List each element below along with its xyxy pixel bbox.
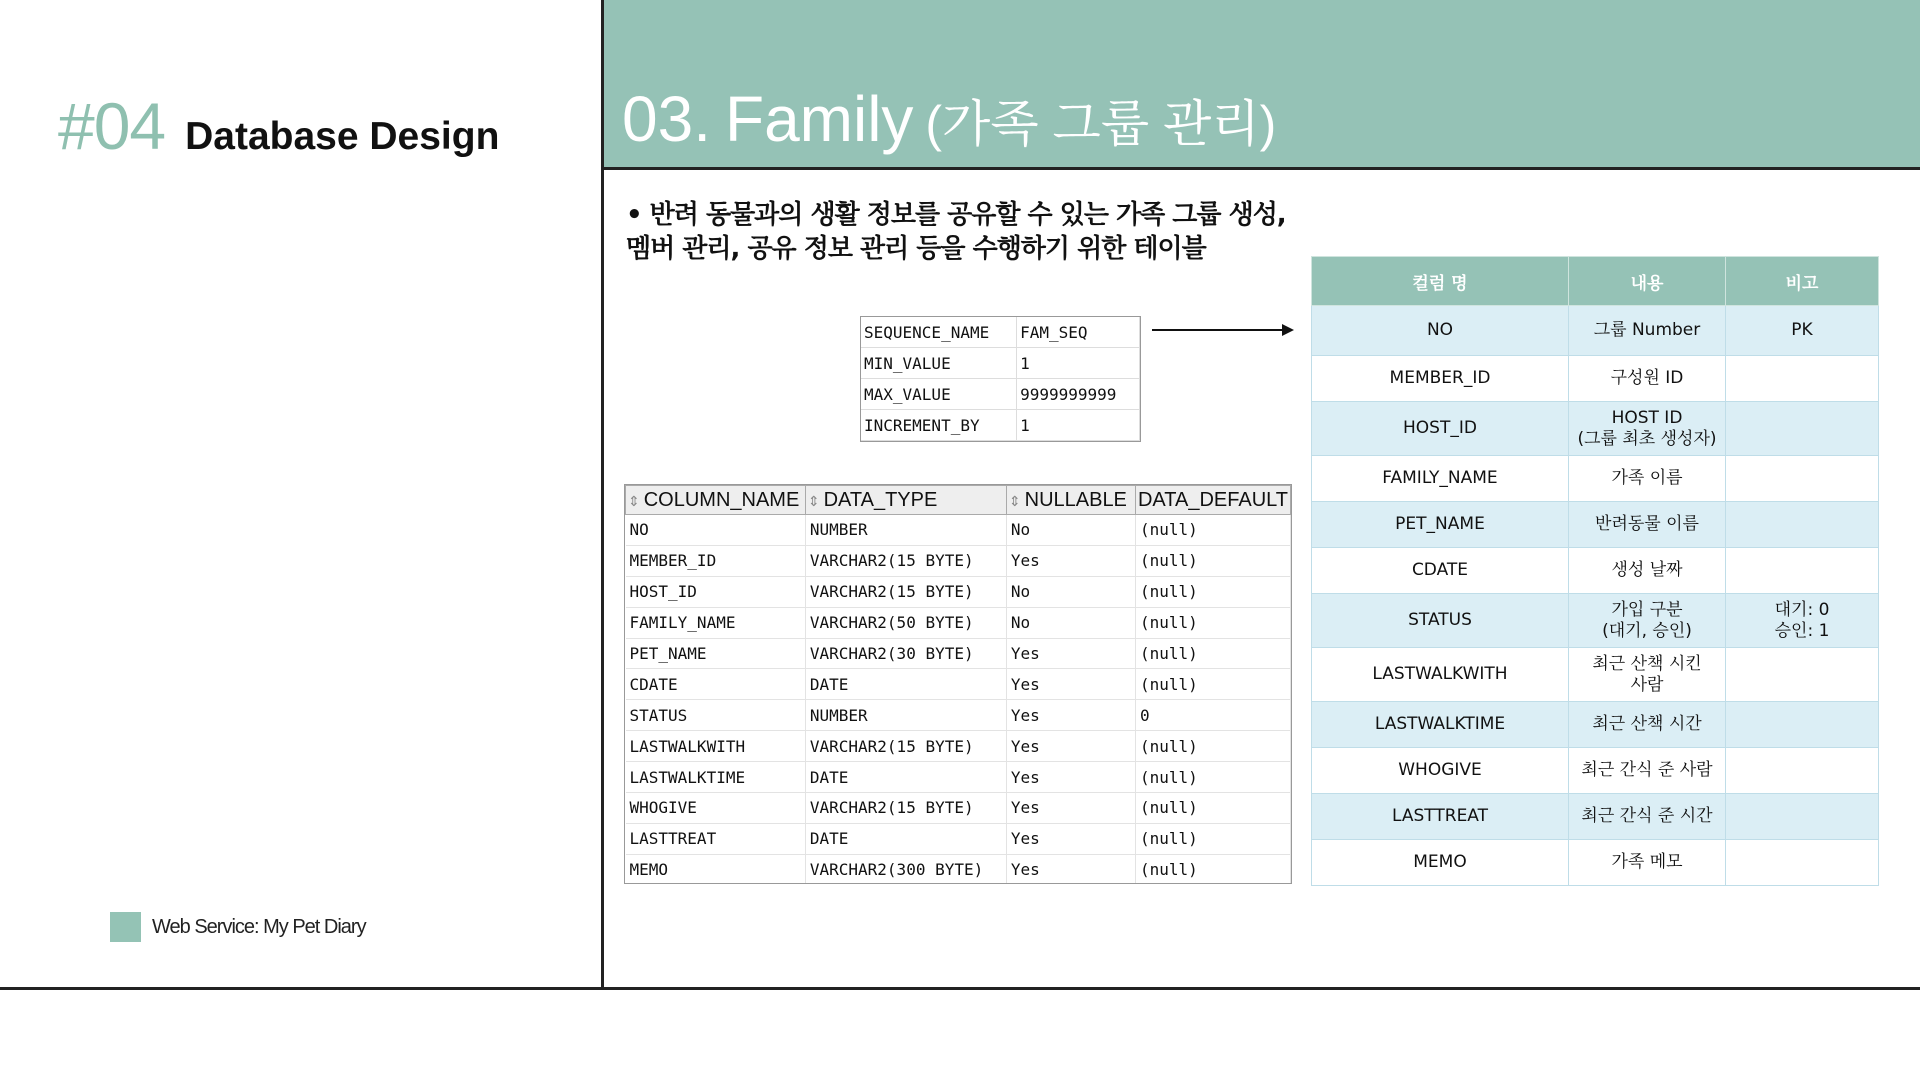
brand-square-icon xyxy=(110,912,141,942)
desc-row xyxy=(1312,548,1879,594)
table-cell[interactable]: Yes xyxy=(1006,793,1135,824)
desc-content-cell: 가입 구분 (대기, 승인) xyxy=(1569,594,1726,648)
table-row[interactable] xyxy=(626,793,1291,824)
section-title: Database Design xyxy=(185,115,500,158)
sequence-row xyxy=(861,317,1140,348)
sequence-key: SEQUENCE_NAME xyxy=(861,317,1017,348)
sequence-value: 9999999999 xyxy=(1017,379,1140,410)
table-row[interactable] xyxy=(626,576,1291,607)
desc-content-cell: 최근 간식 준 사람 xyxy=(1569,748,1726,794)
table-cell[interactable]: VARCHAR2(300 BYTE) xyxy=(805,854,1006,884)
desc-name-cell: WHOGIVE xyxy=(1312,748,1569,794)
table-cell[interactable]: VARCHAR2(15 BYTE) xyxy=(805,731,1006,762)
right-arrow-icon xyxy=(1150,322,1296,338)
table-cell[interactable]: Yes xyxy=(1006,669,1135,700)
table-cell[interactable]: (null) xyxy=(1135,793,1290,824)
table-cell[interactable]: MEMO xyxy=(626,854,806,884)
table-cell[interactable]: (null) xyxy=(1135,731,1290,762)
desc-note-cell xyxy=(1726,794,1879,840)
table-cell[interactable]: Yes xyxy=(1006,545,1135,576)
desc-note-cell xyxy=(1726,648,1879,702)
table-cell[interactable]: MEMBER_ID xyxy=(626,545,806,576)
sort-icon[interactable]: ⇕ xyxy=(1008,492,1021,509)
table-cell[interactable]: No xyxy=(1006,607,1135,638)
table-cell[interactable]: VARCHAR2(30 BYTE) xyxy=(805,638,1006,669)
table-cell[interactable]: NUMBER xyxy=(805,700,1006,731)
table-cell[interactable]: LASTTREAT xyxy=(626,823,806,854)
table-row[interactable] xyxy=(626,762,1291,793)
column-header[interactable] xyxy=(1135,486,1290,515)
desc-name-cell: NO xyxy=(1312,306,1569,356)
desc-name-cell: LASTWALKWITH xyxy=(1312,648,1569,702)
column-header[interactable] xyxy=(626,486,806,515)
columns-table xyxy=(624,484,1292,884)
desc-row xyxy=(1312,648,1879,702)
desc-row xyxy=(1312,402,1879,456)
desc-row xyxy=(1312,356,1879,402)
table-cell[interactable]: VARCHAR2(15 BYTE) xyxy=(805,545,1006,576)
table-cell[interactable]: Yes xyxy=(1006,700,1135,731)
column-header[interactable] xyxy=(805,486,1006,515)
table-row[interactable] xyxy=(626,669,1291,700)
column-header-label: COLUMN_NAME xyxy=(643,488,800,511)
column-description-table xyxy=(1311,256,1879,886)
sequence-value: FAM_SEQ xyxy=(1017,317,1140,348)
table-description xyxy=(626,198,1306,266)
title-number: 03. xyxy=(622,83,711,155)
description-line-1: • 반려 동물과의 생활 정보를 공유할 수 있는 가족 그룹 생성, xyxy=(626,200,1286,230)
description-line-2: 멤버 관리, 공유 정보 관리 등을 수행하기 위한 테이블 xyxy=(626,234,1206,264)
desc-note-cell xyxy=(1726,748,1879,794)
table-cell[interactable]: (null) xyxy=(1135,669,1290,700)
desc-header: 내용 xyxy=(1569,257,1726,306)
table-cell[interactable]: (null) xyxy=(1135,576,1290,607)
sequence-key: MAX_VALUE xyxy=(861,379,1017,410)
desc-name-cell: LASTTREAT xyxy=(1312,794,1569,840)
desc-row xyxy=(1312,502,1879,548)
table-cell[interactable]: NO xyxy=(626,515,806,546)
table-cell[interactable]: LASTWALKWITH xyxy=(626,731,806,762)
table-cell[interactable]: VARCHAR2(15 BYTE) xyxy=(805,793,1006,824)
table-cell[interactable]: LASTWALKTIME xyxy=(626,762,806,793)
section-number: #04 xyxy=(58,89,166,163)
table-cell[interactable]: DATE xyxy=(805,762,1006,793)
desc-note-cell xyxy=(1726,548,1879,594)
desc-content-cell: 최근 간식 준 시간 xyxy=(1569,794,1726,840)
table-cell[interactable]: Yes xyxy=(1006,762,1135,793)
table-row[interactable] xyxy=(626,823,1291,854)
desc-row xyxy=(1312,794,1879,840)
table-cell[interactable]: Yes xyxy=(1006,731,1135,762)
table-cell[interactable]: WHOGIVE xyxy=(626,793,806,824)
desc-note-cell xyxy=(1726,356,1879,402)
desc-content-cell: 최근 산책 시간 xyxy=(1569,702,1726,748)
table-cell[interactable]: HOST_ID xyxy=(626,576,806,607)
desc-content-cell: HOST ID (그룹 최초 생성자) xyxy=(1569,402,1726,456)
desc-content-cell: 구성원 ID xyxy=(1569,356,1726,402)
table-row[interactable] xyxy=(626,854,1291,884)
table-row[interactable] xyxy=(626,638,1291,669)
table-cell[interactable]: CDATE xyxy=(626,669,806,700)
table-cell[interactable]: (null) xyxy=(1135,854,1290,884)
page-title xyxy=(622,82,1276,156)
sort-icon[interactable]: ⇕ xyxy=(807,492,820,509)
table-cell[interactable]: (null) xyxy=(1135,607,1290,638)
desc-note-cell xyxy=(1726,702,1879,748)
bottom-divider xyxy=(0,987,1920,990)
sequence-table xyxy=(860,316,1141,442)
table-cell[interactable]: No xyxy=(1006,576,1135,607)
desc-name-cell: CDATE xyxy=(1312,548,1569,594)
desc-header: 비고 xyxy=(1726,257,1879,306)
table-cell[interactable]: Yes xyxy=(1006,638,1135,669)
sequence-row xyxy=(861,348,1140,379)
desc-note-cell xyxy=(1726,840,1879,886)
desc-row xyxy=(1312,748,1879,794)
desc-row xyxy=(1312,594,1879,648)
desc-name-cell: LASTWALKTIME xyxy=(1312,702,1569,748)
table-cell[interactable]: (null) xyxy=(1135,515,1290,546)
sort-icon[interactable]: ⇕ xyxy=(628,492,640,509)
title-subtitle: (가족 그룹 관리) xyxy=(925,96,1277,152)
table-row[interactable] xyxy=(626,731,1291,762)
table-cell[interactable]: 0 xyxy=(1135,700,1290,731)
table-cell[interactable]: (null) xyxy=(1135,823,1290,854)
column-header-label: DATA_DEFAULT xyxy=(1137,488,1288,511)
sequence-key: INCREMENT_BY xyxy=(861,410,1017,441)
desc-row xyxy=(1312,456,1879,502)
table-cell[interactable]: PET_NAME xyxy=(626,638,806,669)
desc-row xyxy=(1312,306,1879,356)
table-cell[interactable]: DATE xyxy=(805,823,1006,854)
table-cell[interactable]: STATUS xyxy=(626,700,806,731)
desc-note-cell xyxy=(1726,402,1879,456)
desc-name-cell: HOST_ID xyxy=(1312,402,1569,456)
table-cell[interactable]: VARCHAR2(15 BYTE) xyxy=(805,576,1006,607)
table-cell[interactable]: DATE xyxy=(805,669,1006,700)
desc-content-cell: 반려동물 이름 xyxy=(1569,502,1726,548)
desc-content-cell: 가족 메모 xyxy=(1569,840,1726,886)
desc-content-cell: 그룹 Number xyxy=(1569,306,1726,356)
table-cell[interactable]: (null) xyxy=(1135,545,1290,576)
desc-name-cell: PET_NAME xyxy=(1312,502,1569,548)
column-header-label: NULLABLE xyxy=(1024,488,1127,511)
sequence-value: 1 xyxy=(1017,348,1140,379)
desc-name-cell: MEMBER_ID xyxy=(1312,356,1569,402)
table-row[interactable] xyxy=(626,545,1291,576)
section-heading xyxy=(58,88,499,164)
desc-row xyxy=(1312,702,1879,748)
sequence-row xyxy=(861,410,1140,441)
header-rule xyxy=(604,167,1920,170)
desc-header: 컬럼 명 xyxy=(1312,257,1569,306)
footer-text: Web Service: My Pet Diary xyxy=(152,915,366,938)
title-main: Family xyxy=(724,83,914,155)
sequence-key: MIN_VALUE xyxy=(861,348,1017,379)
table-cell[interactable]: (null) xyxy=(1135,638,1290,669)
desc-name-cell: STATUS xyxy=(1312,594,1569,648)
sequence-value: 1 xyxy=(1017,410,1140,441)
desc-note-cell: 대기: 0 승인: 1 xyxy=(1726,594,1879,648)
desc-content-cell: 생성 날짜 xyxy=(1569,548,1726,594)
desc-row xyxy=(1312,840,1879,886)
desc-name-cell: FAMILY_NAME xyxy=(1312,456,1569,502)
table-cell[interactable]: Yes xyxy=(1006,823,1135,854)
table-row[interactable] xyxy=(626,515,1291,546)
footer-brand xyxy=(110,912,366,942)
table-cell[interactable]: Yes xyxy=(1006,854,1135,884)
table-cell[interactable]: (null) xyxy=(1135,762,1290,793)
table-row[interactable] xyxy=(626,700,1291,731)
column-header[interactable] xyxy=(1006,486,1135,515)
desc-note-cell: PK xyxy=(1726,306,1879,356)
table-cell[interactable]: NUMBER xyxy=(805,515,1006,546)
table-row[interactable] xyxy=(626,607,1291,638)
column-header-label: DATA_TYPE xyxy=(823,488,938,511)
desc-note-cell xyxy=(1726,456,1879,502)
table-cell[interactable]: VARCHAR2(50 BYTE) xyxy=(805,607,1006,638)
sequence-row xyxy=(861,379,1140,410)
table-cell[interactable]: FAMILY_NAME xyxy=(626,607,806,638)
desc-note-cell xyxy=(1726,502,1879,548)
desc-name-cell: MEMO xyxy=(1312,840,1569,886)
table-cell[interactable]: No xyxy=(1006,515,1135,546)
desc-content-cell: 최근 산책 시킨 사람 xyxy=(1569,648,1726,702)
desc-content-cell: 가족 이름 xyxy=(1569,456,1726,502)
